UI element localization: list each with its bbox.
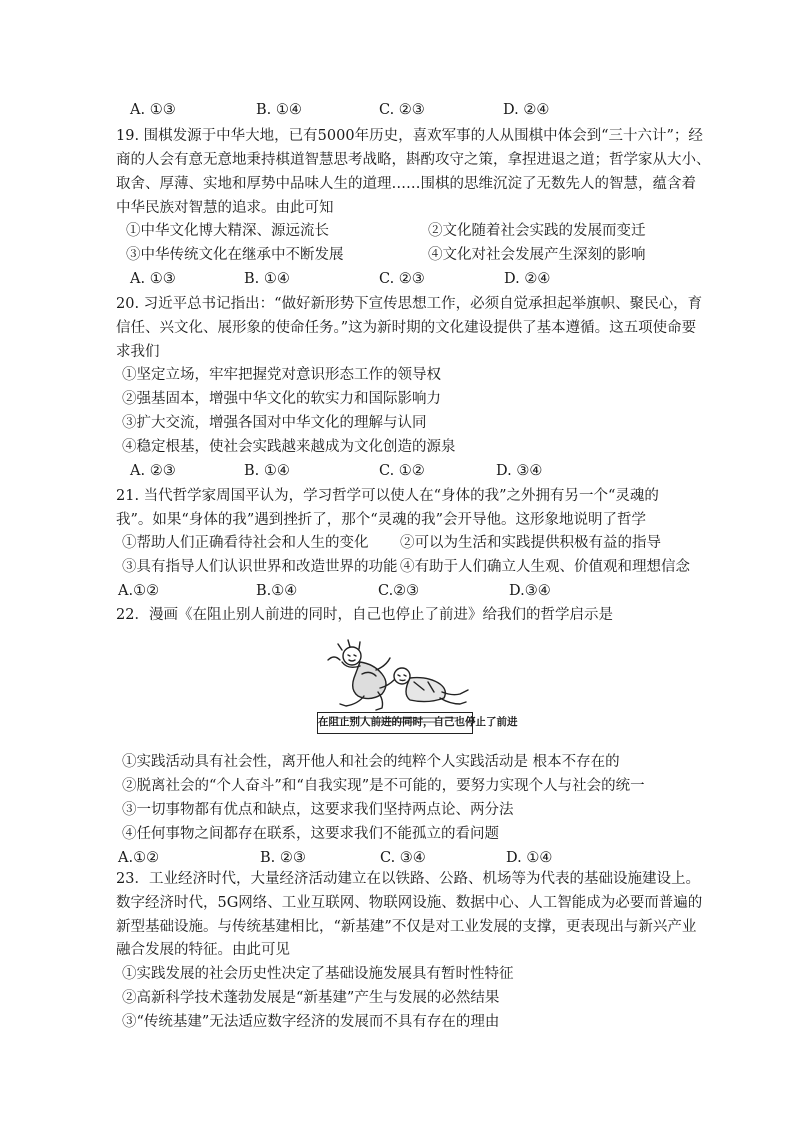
q22-option-3: ③一切事物都有优点和缺点，这要求我们坚持两点论、两分法 xyxy=(122,802,514,818)
q20-option-1: ①坚定立场，牢牢把握党对意识形态工作的领导权 xyxy=(122,367,441,383)
choice-d: D. ②④ xyxy=(503,102,550,118)
q23-option-1: ①实践发展的社会历史性决定了基础设施发展具有暂时性特征 xyxy=(122,966,514,982)
choice-d: D. ③④ xyxy=(496,463,543,479)
q22-option-1: ①实践活动具有社会性，离开他人和社会的纯粹个人实践活动是 根本不存在的 xyxy=(122,754,620,770)
q19-stem-line: 19. 围棋发源于中华大地，已有5000年历史，喜欢军事的人从围棋中体会到“三十六计”；经 xyxy=(116,128,703,144)
q23-stem-line: 融合发展的特征。由此可见 xyxy=(116,942,290,958)
q21-stem-line: 21. 当代哲学家周国平认为，学习哲学可以使人在“身体的我”之外拥有另一个“灵魂的 xyxy=(116,488,659,504)
choice-b: B. ①④ xyxy=(244,463,290,479)
q23-stem-line: 数字经济时代，5G网络、工业互联网、物联网设施、数据中心、人工智能成为必要而普遍的 xyxy=(116,895,703,911)
q20-stem-line: 求我们 xyxy=(116,344,160,360)
choice-c: C. ③④ xyxy=(380,850,426,866)
q20-choices xyxy=(122,461,682,481)
choice-b: B.①④ xyxy=(256,583,298,599)
q19-options-row xyxy=(126,245,686,265)
choice-a: A. ①③ xyxy=(130,102,176,118)
choice-c: C.②③ xyxy=(378,583,420,599)
choice-b: B. ①④ xyxy=(256,102,302,118)
q22-stem-line: 22．漫画《在阻止别人前进的同时，自己也停止了前进》给我们的哲学启示是 xyxy=(116,607,613,623)
q21-stem-line: 我”。如果“身体的我”遇到挫折了，那个“灵魂的我”会开导他。这形象地说明了哲学 xyxy=(116,512,647,528)
q22-choices xyxy=(118,848,678,868)
choice-b: B. ①④ xyxy=(244,271,290,287)
q18-choices xyxy=(122,100,682,120)
q19-choices xyxy=(122,269,682,289)
choice-d: D.③④ xyxy=(509,583,551,599)
choice-d: D. ②④ xyxy=(504,271,551,287)
choice-a: A. ①③ xyxy=(130,271,176,287)
q19-option-1: ①中华文化博大精深、源远流长 xyxy=(126,223,329,239)
q20-stem-line: 信任、兴文化、展形象的使命任务。”这为新时期的文化建设提供了基本遵循。这五项使命要 xyxy=(116,320,697,336)
q21-choices xyxy=(118,581,678,601)
choice-c: C. ②③ xyxy=(379,271,425,287)
q21-option-1: ①帮助人们正确看待社会和人生的变化 xyxy=(122,535,369,551)
q23-option-3: ③“传统基建”无法适应数字经济的发展而不具有存在的理由 xyxy=(122,1014,500,1030)
choice-a: A.①② xyxy=(118,583,160,599)
choice-a: A.①② xyxy=(118,850,160,866)
q23-stem-line: 新型基础设施。与传统基建相比，“新基建”不仅是对工业发展的支撑，更表现出与新兴产业 xyxy=(116,919,697,935)
q20-option-3: ③扩大交流，增强各国对中华文化的理解与认同 xyxy=(122,415,427,431)
q23-stem-line: 23．工业经济时代，大量经济活动建立在以铁路、公路、机场等为代表的基础设施建设上。 xyxy=(116,871,700,887)
choice-c: C. ②③ xyxy=(379,102,425,118)
q22-option-2: ②脱离社会的“个人奋斗”和“自我实现”是不可能的，要努力实现个人与社会的统一 xyxy=(122,778,645,794)
q19-option-3: ③中华传统文化在继承中不断发展 xyxy=(126,247,344,263)
q21-option-3: ③具有指导人们认识世界和改造世界的功能 xyxy=(122,559,398,575)
q20-stem-line: 20. 习近平总书记指出：“做好新形势下宣传思想工作，必须自觉承担起举旗帜、聚民心，育 xyxy=(116,296,703,312)
q22-option-4: ④任何事物之间都存在联系，这要求我们不能孤立的看问题 xyxy=(122,826,499,842)
q19-option-4: ④文化对社会发展产生深刻的影响 xyxy=(428,247,646,263)
q19-stem-line: 商的人会有意无意地秉持棋道智慧思考战略，斟酌攻守之策，拿捏进退之道；哲学家从大小、 xyxy=(116,152,711,168)
q23-option-2: ②高新科学技术蓬勃发展是“新基建”产生与发展的必然结果 xyxy=(122,990,500,1006)
q21-option-4: ④有助于人们确立人生观、价值观和理想信念 xyxy=(400,559,690,575)
q20-option-2: ②强基固本，增强中华文化的软实力和国际影响力 xyxy=(122,391,441,407)
choice-d: D. ①④ xyxy=(506,850,553,866)
choice-c: C. ①② xyxy=(379,463,425,479)
q19-options-row xyxy=(126,221,686,241)
q19-stem-line: 取舍、厚薄、实地和厚势中品味人生的道理……围棋的思维沉淀了无数先人的智慧，蕴含着 xyxy=(116,176,696,192)
q19-option-2: ②文化随着社会实践的发展而变迁 xyxy=(428,223,646,239)
q19-stem-line: 中华民族对智慧的追求。由此可知 xyxy=(116,200,334,216)
q20-option-4: ④稳定根基，使社会实践越来越成为文化创造的源泉 xyxy=(122,439,456,455)
q21-options-row xyxy=(122,533,682,553)
q21-options-row xyxy=(122,557,690,577)
choice-a: A. ②③ xyxy=(130,463,176,479)
cartoon-caption: 在阻止别人前进的同时，自己也停止了前进 xyxy=(317,712,473,734)
choice-b: B. ②③ xyxy=(260,850,306,866)
q21-option-2: ②可以为生活和实践提供积极有益的指导 xyxy=(400,535,661,551)
